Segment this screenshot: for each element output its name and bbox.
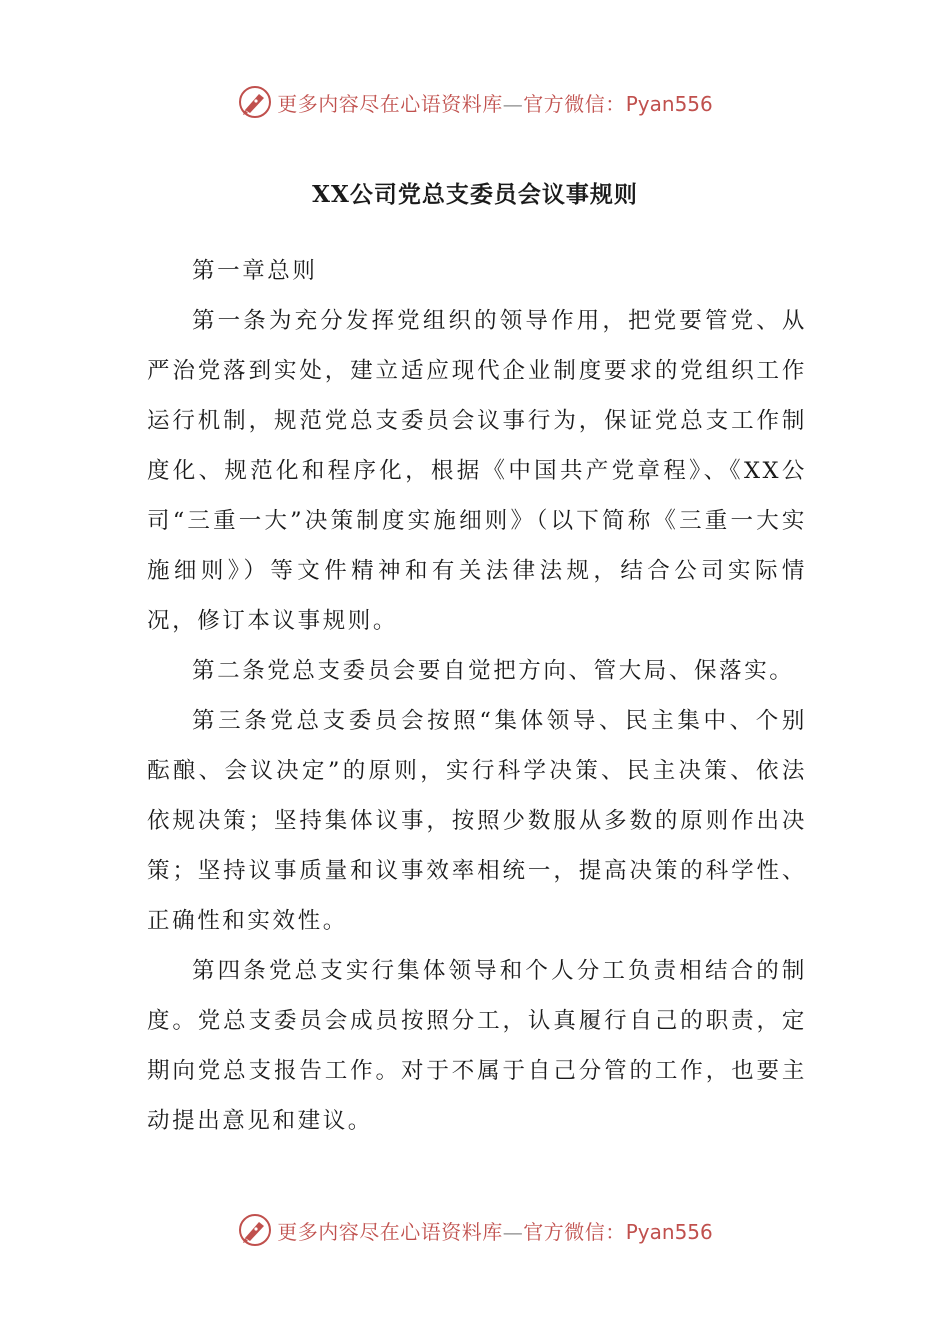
banner-main-text: 更多内容尽在心语资料库 bbox=[277, 1219, 503, 1244]
header-banner bbox=[0, 80, 950, 124]
banner-dash: — bbox=[502, 1219, 524, 1244]
banner-wechat-id: Pyan556 bbox=[625, 91, 713, 116]
article-paragraph: 第四条党总支实行集体领导和个人分工负责相结合的制度。党总支委员会成员按照分工，认真履行自己的职责，定期向党总支报告工作。对于不属于自己分管的工作，也要主动提出意见和建议。 bbox=[147, 958, 807, 1134]
article-paragraph: 第二条党总支委员会要自觉把方向、管大局、保落实。 bbox=[192, 658, 795, 684]
pen-nib-logo-icon bbox=[237, 1212, 273, 1248]
document-body bbox=[147, 246, 807, 1146]
chapter-heading: 第一章总则 bbox=[192, 258, 318, 284]
document-title: XX公司党总支委员会议事规则 bbox=[312, 181, 638, 208]
footer-banner bbox=[0, 1208, 950, 1252]
banner-dash: — bbox=[502, 91, 524, 116]
banner-wechat-id: Pyan556 bbox=[625, 1219, 713, 1244]
banner-official-label: 官方微信： bbox=[523, 1219, 626, 1244]
article-paragraph: 第一条为充分发挥党组织的领导作用，把党要管党、从严治党落到实处，建立适应现代企业制度要求的党组织工作运行机制，规范党总支委员会议事行为，保证党总支工作制度化、规范化和程序化，根据《中国共产党章程》、《XX公司“三重一大”决策制度实施细则》（以下简称《三重一大实施细则》）等文件精神和有关法律法规，结合公司实际情况，修订本议事规则。 bbox=[147, 308, 807, 634]
banner-official-label: 官方微信： bbox=[523, 91, 626, 116]
banner-text bbox=[277, 88, 713, 117]
pen-nib-logo-icon bbox=[237, 84, 273, 120]
article-paragraph: 第三条党总支委员会按照“集体领导、民主集中、个别酝酿、会议决定”的原则，实行科学决策、民主决策、依法依规决策；坚持集体议事，按照少数服从多数的原则作出决策；坚持议事质量和议事效率相统一，提高决策的科学性、正确性和实效性。 bbox=[147, 708, 807, 934]
banner-main-text: 更多内容尽在心语资料库 bbox=[277, 91, 503, 116]
banner-text bbox=[277, 1216, 713, 1245]
